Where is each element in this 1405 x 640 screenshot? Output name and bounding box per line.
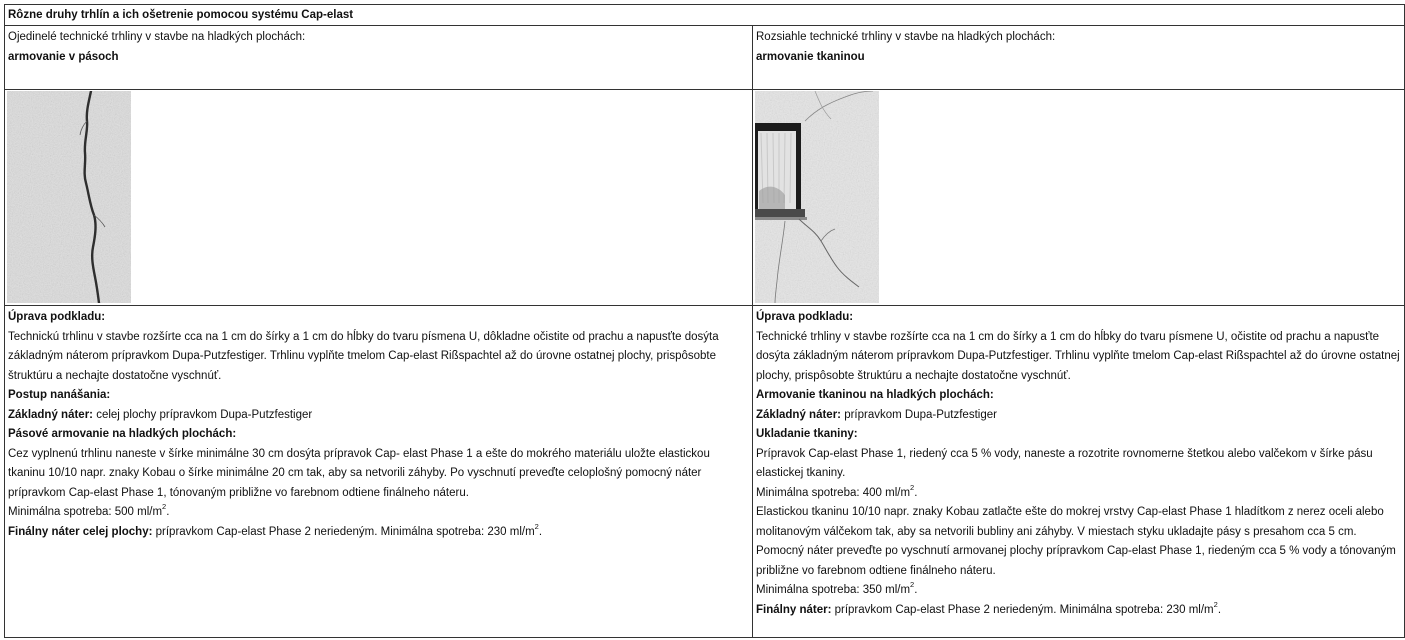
crack-treatment-table	[4, 4, 1405, 638]
right-consumption-1	[756, 484, 1401, 504]
vertical-crack-photo-icon	[7, 91, 131, 303]
left-primer-line	[8, 406, 749, 426]
left-primer-text: celej plochy prípravkom Dupa-Putzfestiger	[93, 408, 313, 421]
right-header-cell	[753, 26, 1405, 90]
window-cracks-photo-icon	[755, 91, 879, 303]
right-image-cell	[753, 90, 1405, 306]
right-final-label: Finálny náter:	[756, 603, 832, 616]
left-consumption-1-end: .	[166, 506, 170, 518]
right-primer-text: prípravkom Dupa-Putzfestiger	[841, 408, 997, 421]
left-strip-heading: Pásové armovanie na hladkých plochách:	[8, 428, 237, 440]
table-title: Rôzne druhy trhlín a ich ošetrenie pomocou systému Cap-elast	[5, 5, 1405, 26]
right-laying-text: Prípravok Cap-elast Phase 1, riedený cca 5 % vody, naneste a rozotrite rovnomerne štetkou alebo valčekom v šírke pásu elastickej tkaniny.	[756, 447, 1373, 479]
right-consumption-2-text: Minimálna spotreba: 350 ml/m	[756, 584, 911, 596]
left-final-line	[8, 523, 749, 543]
left-consumption-1	[8, 503, 749, 523]
right-consumption-2	[756, 581, 1401, 601]
right-final-line	[756, 601, 1401, 621]
right-embed-text: Elastickou tkaninu 10/10 napr. znaky Kobau zatlačte ešte do mokrej vrstvy Cap-elast Phase 1 hladítkom z nerez oceli alebo molitanovým válčekom tak, aby sa netvorili bubliny ani záhyby. V miestach styku ukladajte pásy s presahom cca 5 cm.	[756, 506, 1384, 538]
right-consumption-1-sup: 2	[910, 482, 915, 492]
right-primer-label: Základný náter:	[756, 408, 841, 421]
left-subtitle: Ojedinelé technické trhliny v stavbe na hladkých plochách:	[8, 31, 306, 43]
right-subtitle: Rozsiahle technické trhliny v stavbe na hladkých plochách:	[756, 31, 1056, 43]
left-prep-heading: Úprava podkladu:	[8, 311, 106, 323]
left-prep-text: Technickú trhlinu v stavbe rozšírte cca na 1 cm do šírky a 1 cm do hĺbky do tvaru písmena U, dôkladne očistite od prachu a napusťte dosýta základným náterom prípravkom Dupa-Putzfestiger. Trhlinu vyplňte tmelom Cap-elast Rißspachtel až do úrovne ostatnej plochy, prispôsobte štruktúru a nechajte dostatočne vyschnúť.	[8, 330, 719, 382]
left-final-text: prípravkom Cap-elast Phase 2 neriedeným. Minimálna spotreba: 230 ml/m	[152, 525, 535, 538]
left-procedure-heading: Postup nanášania:	[8, 389, 111, 401]
right-primer-line	[756, 406, 1401, 426]
left-header-cell	[5, 26, 753, 90]
left-final-end: .	[538, 525, 543, 538]
right-prep-heading: Úprava podkladu:	[756, 311, 854, 323]
right-aux-text: Pomocný náter preveďte po vyschnutí armovanej plochy prípravkom Cap-elast Phase 1, riedeným cca 5 % vody a tónovaným približne vo farebnom odtiene finálneho náteru.	[756, 545, 1396, 577]
right-prep-text: Technické trhliny v stavbe rozšírte cca na 1 cm do šírky a 1 cm do hĺbky do tvaru písmene U, očistite od prachu a napusťte dosýta základným náterom prípravkom Dupa-Putzfestiger. Trhlinu vyplňte tmelom Cap-elast Rißspachtel až do úrovne ostatnej plochy, prispôsobte štruktúru a nechajte dostatočne vyschnúť.	[756, 330, 1400, 382]
left-method: armovanie v pásoch	[8, 51, 119, 63]
right-final-end: .	[1217, 603, 1222, 616]
right-final-text: prípravkom Cap-elast Phase 2 neriedeným. Minimálna spotreba: 230 ml/m	[831, 603, 1214, 616]
right-mesh-heading: Armovanie tkaninou na hladkých plochách:	[756, 389, 994, 401]
right-body-cell	[753, 306, 1405, 638]
left-final-sup: 2	[534, 521, 539, 531]
left-consumption-1-text: Minimálna spotreba: 500 ml/m	[8, 506, 163, 518]
left-primer-label: Základný náter:	[8, 408, 93, 421]
left-final-label: Finálny náter celej plochy:	[8, 525, 153, 538]
right-final-sup: 2	[1213, 599, 1218, 609]
right-consumption-1-text: Minimálna spotreba: 400 ml/m	[756, 486, 911, 499]
right-method: armovanie tkaninou	[756, 51, 865, 63]
right-consumption-2-end: .	[914, 584, 918, 596]
right-consumption-2-sup: 2	[910, 580, 915, 590]
left-consumption-1-sup: 2	[162, 502, 167, 512]
right-laying-heading: Ukladanie tkaniny:	[756, 428, 858, 440]
left-strip-text: Cez vyplnenú trhlinu naneste v šírke minimálne 30 cm dosýta prípravok Cap- elast Phase 1 a ešte do mokrého materiálu uložte elastickou tkaninu 10/10 napr. znaky Kobau o šírke minimálne 20 cm tak, aby sa netvorili záhyby. Po vyschnutí preveďte celoplošný pomocný náter prípravkom Cap-elast Phase 1, tónovaným približne vo farebnom odtiene finálneho náteru.	[8, 447, 710, 499]
left-image-cell	[5, 90, 753, 306]
right-consumption-1-end: .	[914, 486, 918, 499]
left-body-cell	[5, 306, 753, 638]
